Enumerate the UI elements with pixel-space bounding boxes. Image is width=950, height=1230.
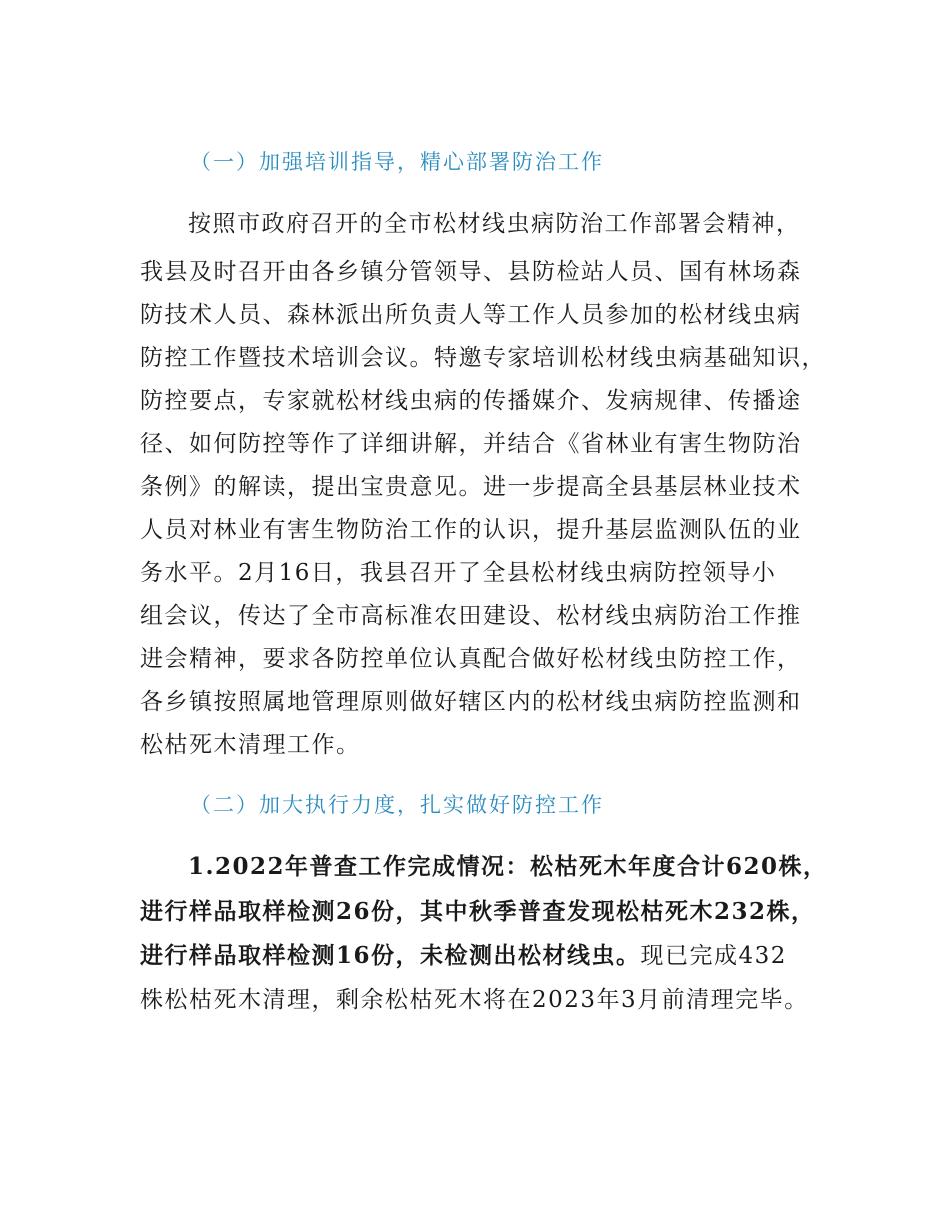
paragraph-line-bold: 进行样品取样检测26份，其中秋季普查发现松枯死木232株， — [140, 898, 816, 925]
paragraph-line: 径、如何防控等作了详细讲解，并结合《省林业有害生物防治 — [140, 431, 802, 457]
paragraph-line: 按照市政府召开的全市松材线虫病防治工作部署会精神， — [188, 211, 801, 237]
paragraph-line: 进会精神，要求各防控单位认真配合做好松材线虫防控工作， — [140, 646, 802, 672]
paragraph-line: 防技术人员、森林派出所负责人等工作人员参加的松材线虫病 — [140, 302, 802, 328]
paragraph-line: 人员对林业有害生物防治工作的认识，提升基层监测队伍的业 — [140, 517, 802, 543]
section-2-heading: （二）加大执行力度，扎实做好防控工作 — [190, 793, 604, 817]
paragraph-line: 我县及时召开由各乡镇分管领导、县防检站人员、国有林场森 — [140, 259, 802, 285]
paragraph-line-mixed — [140, 937, 787, 970]
paragraph-line: 务水平。2月16日，我县召开了全县松材线虫病防控领导小 — [140, 560, 777, 586]
paragraph-line: 株松枯死木清理，剩余松枯死木将在2023年3月前清理完毕。 — [140, 987, 809, 1013]
paragraph-line: 防控工作暨技术培训会议。特邀专家培训松材线虫病基础知识， — [140, 345, 826, 371]
bold-segment: 进行样品取样检测16份，未检测出松材线虫。 — [140, 942, 641, 969]
section-1-heading: （一）加强培训指导，精心部署防治工作 — [190, 150, 604, 174]
paragraph-line: 防控要点，专家就松材线虫病的传播媒介、发病规律、传播途 — [140, 388, 802, 414]
normal-segment: 现已完成432 — [640, 943, 787, 969]
paragraph-line: 各乡镇按照属地管理原则做好辖区内的松材线虫病防控监测和 — [140, 689, 802, 715]
paragraph-line: 松枯死木清理工作。 — [140, 732, 361, 758]
paragraph-line: 条例》的解读，提出宝贵意见。进一步提高全县基层林业技术 — [140, 474, 802, 500]
paragraph-line-bold: 1.2022年普查工作完成情况：松枯死木年度合计620株， — [188, 853, 828, 880]
paragraph-line: 组会议，传达了全市高标准农田建设、松材线虫病防治工作推 — [140, 603, 802, 629]
